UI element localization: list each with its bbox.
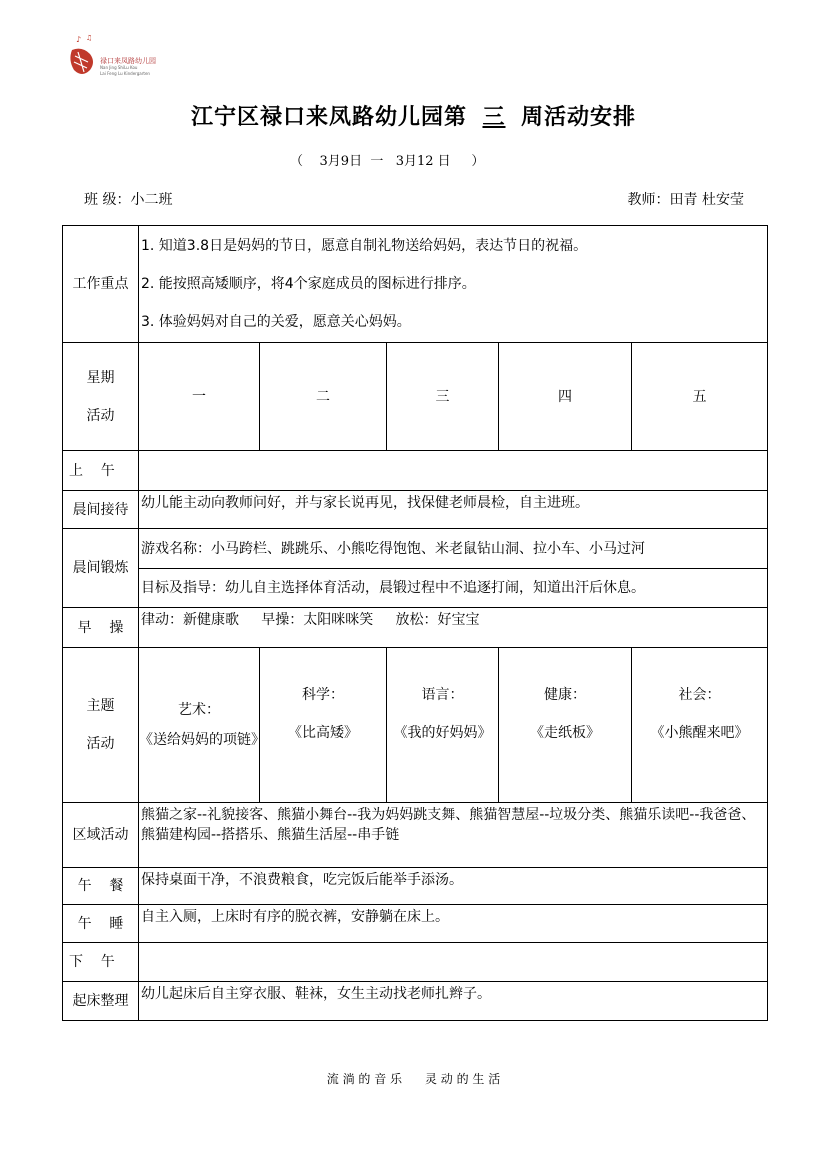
theme-activity [387,648,499,803]
exercise-games: 游戏名称：小马跨栏、跳跳乐、小熊吃得饱饱、米老鼠钻山洞、拉小车、小马过河 [139,529,768,569]
theme-activity [499,648,632,803]
theme-label [63,648,139,803]
title-week-number: 三 [482,105,506,130]
lunch-content: 保持桌面干净，不浪费粮食，吃完饭后能举手添汤。 [139,868,768,905]
reception-content: 幼儿能主动向教师问好，并与家长说再见，找保健老师晨检，自主进班。 [139,491,768,529]
day-thursday: 四 [499,343,632,451]
exercise-goals: 目标及指导：幼儿自主选择体育活动，晨锻过程中不追逐打闹，知道出汗后休息。 [139,569,768,608]
activity-label: 活动 [86,407,115,424]
exercise-goals-row [63,569,768,608]
nap-label: 午 睡 [63,905,139,943]
theme-subject: 科学： [302,687,344,703]
weekday-header-row [63,343,768,451]
logo-name: 禄口来凤路幼儿园 [100,57,156,65]
title-prefix: 江宁区禄口来凤路幼儿园第 [190,105,467,130]
area-label: 区域活动 [63,803,139,868]
theme-label-top: 主题 [86,698,115,714]
area-row [63,803,768,868]
morning-content [139,451,768,491]
focus-item: 3. 体验妈妈对自己的关爱，愿意关心妈妈。 [141,314,411,330]
focus-content [139,226,768,343]
theme-row [63,648,768,803]
area-content: 熊猫之家--礼貌接客、熊猫小舞台--我为妈妈跳支舞、熊猫智慧屋--垃圾分类、熊猫乐读吧--我爸爸、熊猫建构园--搭搭乐、熊猫生活屋--串手链 [139,803,768,868]
afternoon-row [63,943,768,982]
logo-subtitle-2: Lai Feng Lu Kindergarten [100,71,150,76]
morning-label: 上 午 [63,451,139,491]
schedule-table [62,225,768,1021]
theme-subject: 艺术： [178,702,220,718]
focus-item: 1. 知道3.8日是妈妈的节日，愿意自制礼物送给妈妈，表达节日的祝福。 [141,238,588,254]
title-suffix: 周活动安排 [521,105,637,130]
svg-text:♫: ♫ [86,34,93,42]
focus-label: 工作重点 [63,226,139,343]
weekday-label: 星期 [86,369,115,386]
theme-title: 《我的好妈妈》 [393,725,492,741]
class-label: 班 级：小二班 [84,192,173,208]
focus-row [63,226,768,343]
day-tuesday: 二 [260,343,387,451]
theme-subject: 语言： [421,687,464,703]
footer-slogan: 流 淌 的 音 乐 灵 动 的 生 活 [326,1072,501,1086]
theme-activity [260,648,387,803]
kindergarten-logo [66,32,186,80]
theme-label-bottom: 活动 [86,736,115,752]
afternoon-label: 下 午 [63,943,139,982]
drill-label: 早 操 [63,608,139,648]
theme-activity [632,648,768,803]
date-range: （ 3月9日 一 3月12 日 ） [290,154,485,169]
lunch-label: 午 餐 [63,868,139,905]
wakeup-row [63,982,768,1021]
focus-item: 2. 能按照高矮顺序，将4个家庭成员的图标进行排序。 [141,276,476,292]
weekday-activity-label [63,343,139,451]
reception-row [63,491,768,529]
day-friday: 五 [632,343,768,451]
day-monday: 一 [139,343,260,451]
morning-row [63,451,768,491]
nap-row [63,905,768,943]
nap-content: 自主入厕，上床时有序的脱衣裤，安静躺在床上。 [139,905,768,943]
theme-title: 《比高矮》 [288,725,358,741]
day-wednesday: 三 [387,343,499,451]
theme-title: 《送给妈妈的项链》 [139,732,265,748]
svg-text:♪: ♪ [76,35,82,44]
teacher-label: 教师：田青 杜安莹 [627,192,744,208]
theme-subject: 健康： [544,687,586,703]
logo-subtitle-1: Nan Jing ShiLu Kou [100,65,138,70]
theme-title: 《走纸板》 [530,725,600,741]
afternoon-content [139,943,768,982]
exercise-games-row [63,529,768,569]
drill-row [63,608,768,648]
wakeup-content: 幼儿起床后自主穿衣服、鞋袜，女生主动找老师扎辫子。 [139,982,768,1021]
reception-label: 晨间接待 [63,491,139,529]
page-title [0,100,827,131]
wakeup-label: 起床整理 [63,982,139,1021]
exercise-label: 晨间锻炼 [63,529,139,608]
theme-activity [139,648,265,803]
theme-subject: 社会： [678,687,721,703]
theme-title: 《小熊醒来吧》 [650,725,749,741]
lunch-row [63,868,768,905]
drill-content: 律动：新健康歌 早操：太阳咪咪笑 放松：好宝宝 [139,608,768,648]
